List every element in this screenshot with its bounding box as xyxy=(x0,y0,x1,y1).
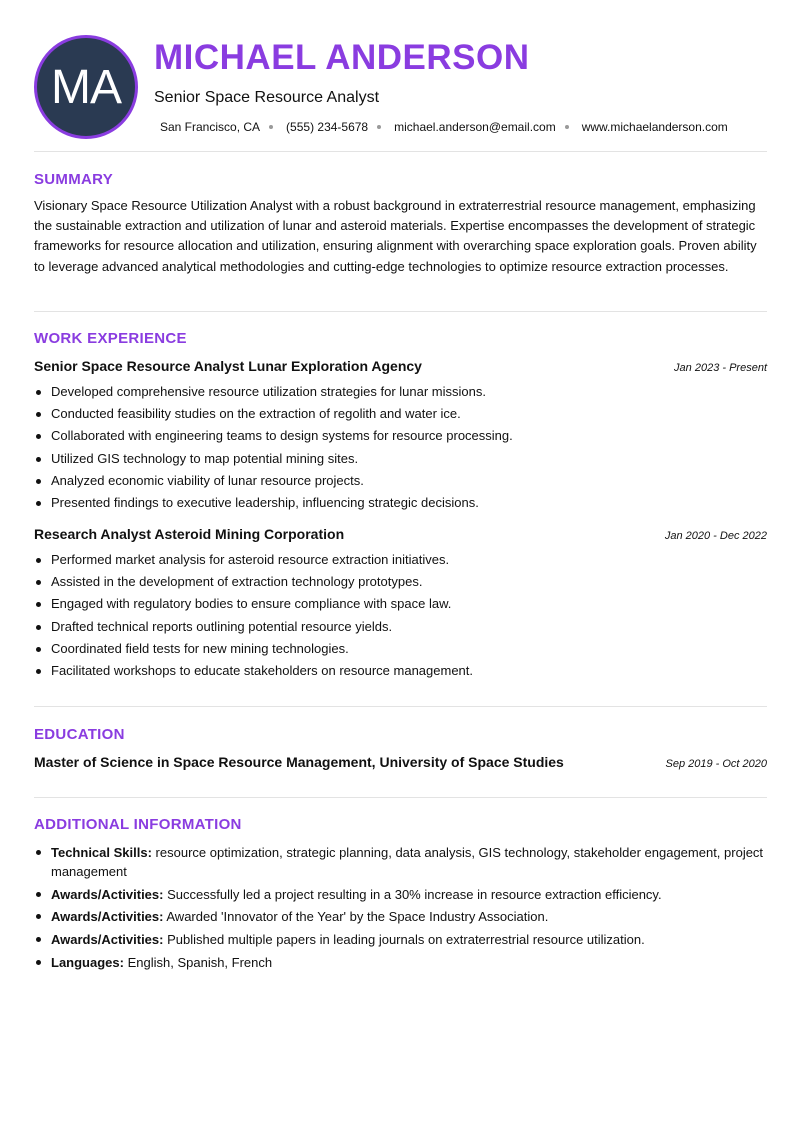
job-bullets xyxy=(34,549,767,682)
list-item xyxy=(34,907,767,926)
divider xyxy=(34,151,767,152)
list-item: Utilized GIS technology to map potential mining sites. xyxy=(34,448,767,470)
contact-phone: (555) 234-5678 xyxy=(286,120,369,134)
info-label: Languages: xyxy=(51,954,124,970)
list-item: Drafted technical reports outlining potential resource yields. xyxy=(34,616,767,638)
job-dates: Jan 2020 - Dec 2022 xyxy=(664,530,767,542)
avatar xyxy=(34,35,138,139)
job-bullets xyxy=(34,381,767,514)
list-item: Performed market analysis for asteroid resource extraction initiatives. xyxy=(34,549,767,571)
list-item: Engaged with regulatory bodies to ensure compliance with space law. xyxy=(34,593,767,615)
divider xyxy=(34,311,767,312)
divider xyxy=(34,797,767,798)
job-role: Research Analyst Asteroid Mining Corporation xyxy=(34,526,345,542)
job-header xyxy=(34,358,767,374)
candidate-title: Senior Space Resource Analyst xyxy=(154,89,380,106)
separator-dot-icon xyxy=(565,125,569,129)
list-item xyxy=(34,953,767,972)
list-item: Developed comprehensive resource utilization strategies for lunar missions. xyxy=(34,381,767,403)
contact-email[interactable]: michael.anderson@email.com xyxy=(394,120,556,134)
summary-text: Visionary Space Resource Utilization Analyst with a robust background in extraterrestrial resource management, emphasizing the sustainable extraction and utilization of lunar and asteroid materials. Expertise encompasses the development of strategic frameworks for resource allocation and utilization, ensuring alignment with overarching space exploration goals. Proven ability to leverage advanced analytical methodologies and cutting-edge technologies to optimize resource extraction processes. xyxy=(34,198,757,274)
list-item: Conducted feasibility studies on the extraction of regolith and water ice. xyxy=(34,403,767,425)
education-dates: Sep 2019 - Oct 2020 xyxy=(665,758,767,770)
list-item xyxy=(34,885,767,904)
job-header xyxy=(34,526,767,542)
info-label: Technical Skills: xyxy=(51,845,152,860)
contact-website[interactable]: www.michaelanderson.com xyxy=(581,120,728,134)
info-label: Awards/Activities: xyxy=(51,886,164,902)
info-text: English, Spanish, French xyxy=(127,954,273,970)
info-text: resource optimization, strategic planning, data analysis, GIS technology, stakeholder engagement, project management xyxy=(51,845,764,879)
list-item xyxy=(34,930,767,949)
info-text: Successfully led a project resulting in a 30% increase in resource extraction efficiency. xyxy=(167,886,662,902)
section-title-summary: SUMMARY xyxy=(34,171,114,188)
list-item: Assisted in the development of extraction technology prototypes. xyxy=(34,571,767,593)
info-label: Awards/Activities: xyxy=(51,931,164,947)
list-item xyxy=(34,843,767,881)
list-item: Coordinated field tests for new mining technologies. xyxy=(34,638,767,660)
list-item: Collaborated with engineering teams to design systems for resource processing. xyxy=(34,425,767,447)
list-item: Facilitated workshops to educate stakeholders on resource management. xyxy=(34,660,767,682)
divider xyxy=(34,706,767,707)
section-title-experience: WORK EXPERIENCE xyxy=(34,330,187,347)
candidate-name: MICHAEL ANDERSON xyxy=(154,38,530,77)
section-title-education: EDUCATION xyxy=(34,726,125,743)
list-item: Analyzed economic viability of lunar resource projects. xyxy=(34,470,767,492)
job-role: Senior Space Resource Analyst Lunar Exploration Agency xyxy=(34,358,422,374)
separator-dot-icon xyxy=(269,125,273,129)
separator-dot-icon xyxy=(377,125,381,129)
section-title-additional: ADDITIONAL INFORMATION xyxy=(34,816,242,833)
contact-location: San Francisco, CA xyxy=(160,120,261,134)
job-dates: Jan 2023 - Present xyxy=(674,362,767,374)
info-label: Awards/Activities: xyxy=(51,909,164,924)
education-entry xyxy=(34,754,767,770)
avatar-initials: MA xyxy=(51,60,121,114)
contact-bar xyxy=(160,120,728,134)
info-text: Awarded 'Innovator of the Year' by the Space Industry Association. xyxy=(166,909,549,924)
list-item: Presented findings to executive leadership, influencing strategic decisions. xyxy=(34,492,767,514)
education-degree: Master of Science in Space Resource Management, University of Space Studies xyxy=(34,754,564,770)
additional-info-list xyxy=(34,843,767,975)
info-text: Published multiple papers in leading journals on extraterrestrial resource utilization. xyxy=(167,931,645,947)
